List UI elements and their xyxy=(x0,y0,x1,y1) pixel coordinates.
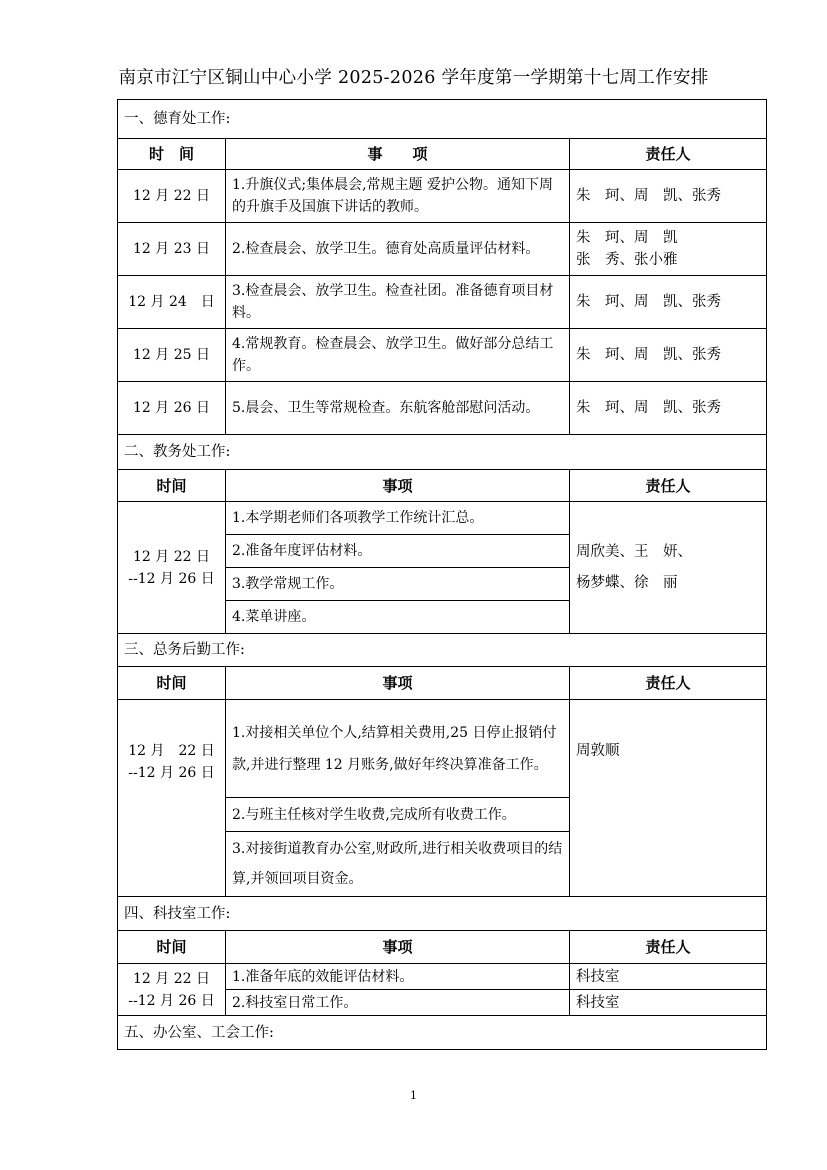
header-time: 时间 xyxy=(118,667,226,700)
row-item: 3.检查晨会、放学卫生。检查社团。准备德育项目材料。 xyxy=(226,276,570,329)
row-responsible: 科技室 xyxy=(570,990,767,1016)
row-item: 2.准备年度评估材料。 xyxy=(226,535,570,568)
table-row xyxy=(118,502,767,535)
header-responsible: 责任人 xyxy=(570,931,767,964)
section-heading-jiaowu: 二、教务处工作: xyxy=(118,435,767,470)
responsible-line: 张 秀、张小雅 xyxy=(576,252,678,268)
row-responsible: 朱 珂、周 凯、张秀 xyxy=(570,382,767,435)
row-time: 12 月 25 日 xyxy=(118,329,226,382)
table-header-row xyxy=(118,139,767,170)
time-start: 12 月 22 日 xyxy=(133,548,210,565)
row-responsible xyxy=(570,502,767,634)
row-time xyxy=(118,502,226,634)
time-start: 12 月 22 日 xyxy=(133,970,210,987)
section-heading-keji: 四、科技室工作: xyxy=(118,897,767,931)
row-item: 5.晨会、卫生等常规检查。东航客舱部慰问活动。 xyxy=(226,382,570,435)
row-item: 2.检查晨会、放学卫生。德育处高质量评估材料。 xyxy=(226,223,570,276)
time-end: --12 月 26 日 xyxy=(128,765,215,781)
table-row xyxy=(118,170,767,223)
row-time: 12 月 24 日 xyxy=(118,276,226,329)
row-item: 1.本学期老师们各项教学工作统计汇总。 xyxy=(226,502,570,535)
row-time: 12 月 22 日 xyxy=(118,170,226,223)
table-row xyxy=(118,329,767,382)
header-responsible: 责任人 xyxy=(570,139,767,170)
row-item: 1.升旗仪式;集体晨会,常规主题 爱护公物。通知下周的升旗手及国旗下讲话的教师。 xyxy=(226,170,570,223)
row-item: 1.准备年底的效能评估材料。 xyxy=(226,964,570,990)
row-item: 3.教学常规工作。 xyxy=(226,568,570,601)
row-item: 2.与班主任核对学生收费,完成所有收费工作。 xyxy=(226,798,570,832)
section-heading-row xyxy=(118,435,767,470)
header-item: 事项 xyxy=(226,470,570,502)
table-row xyxy=(118,223,767,276)
table-row xyxy=(118,700,767,798)
row-responsible: 周敦顺 xyxy=(570,700,767,897)
time-end: --12 月 26 日 xyxy=(128,570,215,587)
row-item: 2.科技室日常工作。 xyxy=(226,990,570,1016)
row-responsible: 朱 珂、周 凯、张秀 xyxy=(570,329,767,382)
row-item: 4.菜单讲座。 xyxy=(226,601,570,634)
section-heading-deyu: 一、德育处工作: xyxy=(118,100,767,139)
section-heading-bangong: 五、办公室、工会工作: xyxy=(118,1016,767,1050)
header-time: 时 间 xyxy=(118,139,226,170)
table-header-row xyxy=(118,470,767,502)
section-heading-zongwu: 三、总务后勤工作: xyxy=(118,634,767,667)
section-heading-row xyxy=(118,897,767,931)
header-item: 事项 xyxy=(226,931,570,964)
table-header-row xyxy=(118,931,767,964)
row-time xyxy=(118,700,226,897)
header-time: 时间 xyxy=(118,931,226,964)
row-time xyxy=(118,964,226,1016)
page-number: 1 xyxy=(410,1089,417,1102)
section-heading-row xyxy=(118,634,767,667)
row-responsible: 朱 珂、周 凯、张秀 xyxy=(570,170,767,223)
document-title: 南京市江宁区铜山中心小学 2025-2026 学年度第一学期第十七周工作安排 xyxy=(118,68,709,88)
time-start: 12 月 22 日 xyxy=(128,743,215,759)
row-responsible: 朱 珂、周 凯、张秀 xyxy=(570,276,767,329)
row-responsible: 科技室 xyxy=(570,964,767,990)
time-end: --12 月 26 日 xyxy=(128,992,215,1009)
section-heading-row xyxy=(118,100,767,139)
table-row xyxy=(118,382,767,435)
schedule-table xyxy=(117,99,767,1050)
table-header-row xyxy=(118,667,767,700)
responsible-line: 杨梦蝶、徐 丽 xyxy=(576,574,678,591)
row-item: 3.对接街道教育办公室,财政所,进行相关收费项目的结算,并领回项目资金。 xyxy=(226,832,570,897)
header-item: 事 项 xyxy=(226,139,570,170)
row-item: 1.对接相关单位个人,结算相关费用,25 日停止报销付款,并进行整理 12 月账务,做好年终决算准备工作。 xyxy=(226,700,570,798)
table-row xyxy=(118,276,767,329)
header-item: 事项 xyxy=(226,667,570,700)
responsible-line: 周欣美、王 妍、 xyxy=(576,543,692,560)
header-responsible: 责任人 xyxy=(570,667,767,700)
row-time: 12 月 26 日 xyxy=(118,382,226,435)
row-time: 12 月 23 日 xyxy=(118,223,226,276)
responsible-line: 朱 珂、周 凯 xyxy=(576,230,678,246)
row-item: 4.常规教育。检查晨会、放学卫生。做好部分总结工作。 xyxy=(226,329,570,382)
header-time: 时间 xyxy=(118,470,226,502)
table-row xyxy=(118,964,767,990)
section-heading-row xyxy=(118,1016,767,1050)
row-responsible xyxy=(570,223,767,276)
header-responsible: 责任人 xyxy=(570,470,767,502)
